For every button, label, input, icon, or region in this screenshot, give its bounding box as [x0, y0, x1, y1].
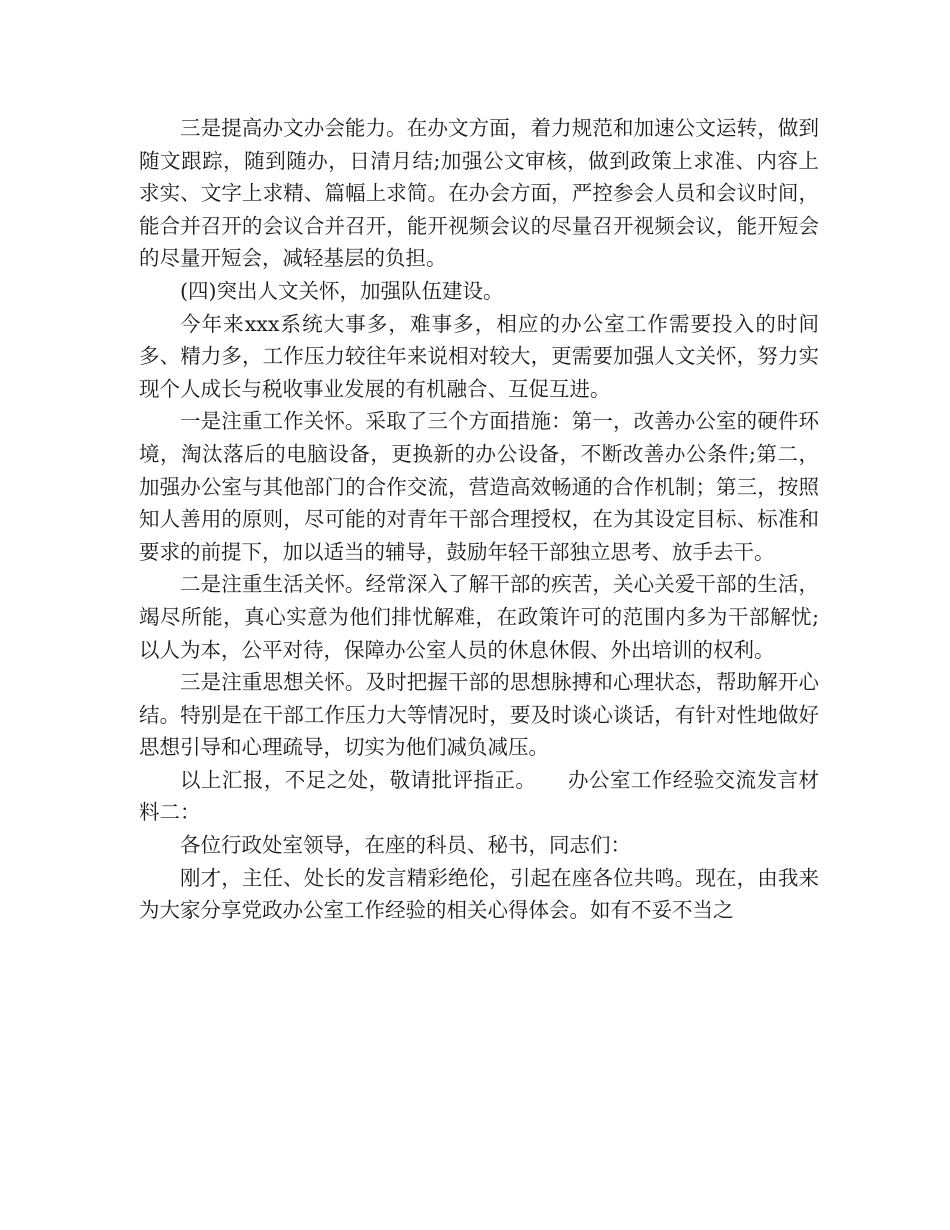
- document-body: [139, 112, 819, 927]
- paragraph-thought-care: 三是注重思想关怀。及时把握干部的思想脉搏和心理状态，帮助解开心结。特别是在干部工作压力大等情况时，要及时谈心谈话，有针对性地做好思想引导和心理疏导，切实为他们减负减压。: [139, 670, 819, 760]
- paragraph-opening-remarks: 刚才，主任、处长的发言精彩绝伦，引起在座各位共鸣。现在，由我来为大家分享党政办公室工作经验的相关心得体会。如有不妥不当之: [139, 865, 819, 923]
- paragraph-closing-and-title: 以上汇报，不足之处，敬请批评指正。 办公室工作经验交流发言材料二：: [139, 767, 819, 825]
- paragraph-salutation: 各位行政处室领导，在座的科员、秘书，同志们：: [180, 833, 631, 858]
- paragraph-office-efficiency: 三是提高办文办会能力。在办文方面，着力规范和加速公文运转，做到随文跟踪，随到随办，日清月结;加强公文审核，做到政策上求准、内容上求实、文字上求精、篇幅上求简。在办会方面，严控参会人员和会议时间，能合并召开的会议合并召开，能开视频会议的尽量召开视频会议，能开短会的尽量开短会，减轻基层的负担。: [139, 116, 819, 271]
- paragraph-life-care: 二是注重生活关怀。经常深入了解干部的疾苦，关心关爱干部的生活，竭尽所能，真心实意为他们排忧解难，在政策许可的范围内多为干部解忧;以人为本，公平对待，保障办公室人员的休息休假、外出培训的权利。: [139, 572, 819, 662]
- paragraph-intro-care: 今年来xxx系统大事多，难事多，相应的办公室工作需要投入的时间多、精力多，工作压力较往年来说相对较大，更需要加强人文关怀，努力实现个人成长与税收事业发展的有机融合、互促互进。: [139, 311, 819, 401]
- section-heading-humanistic-care: (四)突出人文关怀，加强队伍建设。: [180, 278, 504, 303]
- paragraph-work-care: 一是注重工作关怀。采取了三个方面措施：第一，改善办公室的硬件环境，淘汰落后的电脑设备，更换新的办公设备，不断改善办公条件;第二，加强办公室与其他部门的合作交流，营造高效畅通的合作机制；第三，按照知人善用的原则，尽可能的对青年干部合理授权，在为其设定目标、标准和要求的前提下，加以适当的辅导，鼓励年轻干部独立思考、放手去干。: [139, 409, 819, 564]
